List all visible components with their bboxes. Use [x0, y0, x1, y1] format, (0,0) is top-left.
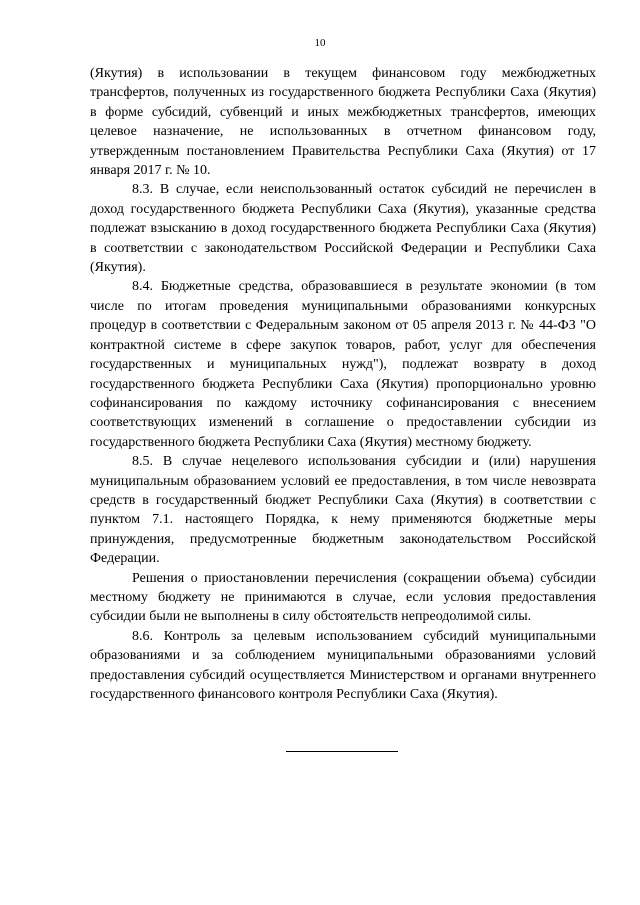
page-number: 10 [314, 37, 326, 49]
paragraph-8-3: 8.3. В случае, если неиспользованный остаток субсидий не перечислен в доход государственного бюджета Республики Саха (Якутия), указанные средства подлежат взысканию в доход государственного бюджета Республики Саха (Якутия) в соответствии с законодательством Российской Федерации и Республики Саха (Якутия). [90, 182, 596, 276]
paragraph-8-5-decisions: Решения о приостановлении перечисления (сокращении объема) субсидии местному бюджету не принимаются в случае, если условия предоставления субсидии были не выполнены в силу обстоятельств непреодолимой силы. [90, 570, 596, 625]
end-of-document-rule [286, 751, 398, 752]
document-body [90, 64, 596, 704]
paragraph-continuation: (Якутия) в использовании в текущем финансовом году межбюджетных трансфертов, полученных из государственного бюджета Республики Саха (Якутия) в форме субсидий, субвенций и иных межбюджетных трансфертов, имеющих целевое назначение, не использованных в отчетном финансовом году, утвержденным постановлением Правительства Республики Саха (Якутия) от 17 января 2017 г. № 10. [90, 66, 596, 179]
paragraph-8-4: 8.4. Бюджетные средства, образовавшиеся в результате экономии (в том числе по итогам проведения муниципальными образованиями конкурсных процедур в соответствии с Федеральным законом от 05 апреля 2013 г. № 44-ФЗ "О контрактной системе в сфере закупок товаров, работ, услуг для обеспечения государственных и муниципальных нужд"), подлежат возврату в доход государственного бюджета Республики Саха (Якутия) пропорционально уровню софинансирования по каждому источнику софинансирования с внесением соответствующих изменений в соглашение о предоставлении субсидии из государственного бюджета Республики Саха (Якутия) местному бюджету. [90, 279, 596, 450]
paragraph-8-6: 8.6. Контроль за целевым использованием субсидий муниципальными образованиями и за соблюдением муниципальными образованиями условий предоставления субсидий осуществляется Министерством и органами внутреннего государственного финансового контроля Республики Саха (Якутия). [90, 628, 596, 702]
paragraph-8-5: 8.5. В случае нецелевого использования субсидии и (или) нарушения муниципальным образованием условий ее предоставления, в том числе невозврата средств в государственный бюджет Республики Саха (Якутия) в соответствии с пунктом 7.1. настоящего Порядка, к нему применяются бюджетные меры принуждения, предусмотренные бюджетным законодательством Российской Федерации. [90, 454, 596, 567]
